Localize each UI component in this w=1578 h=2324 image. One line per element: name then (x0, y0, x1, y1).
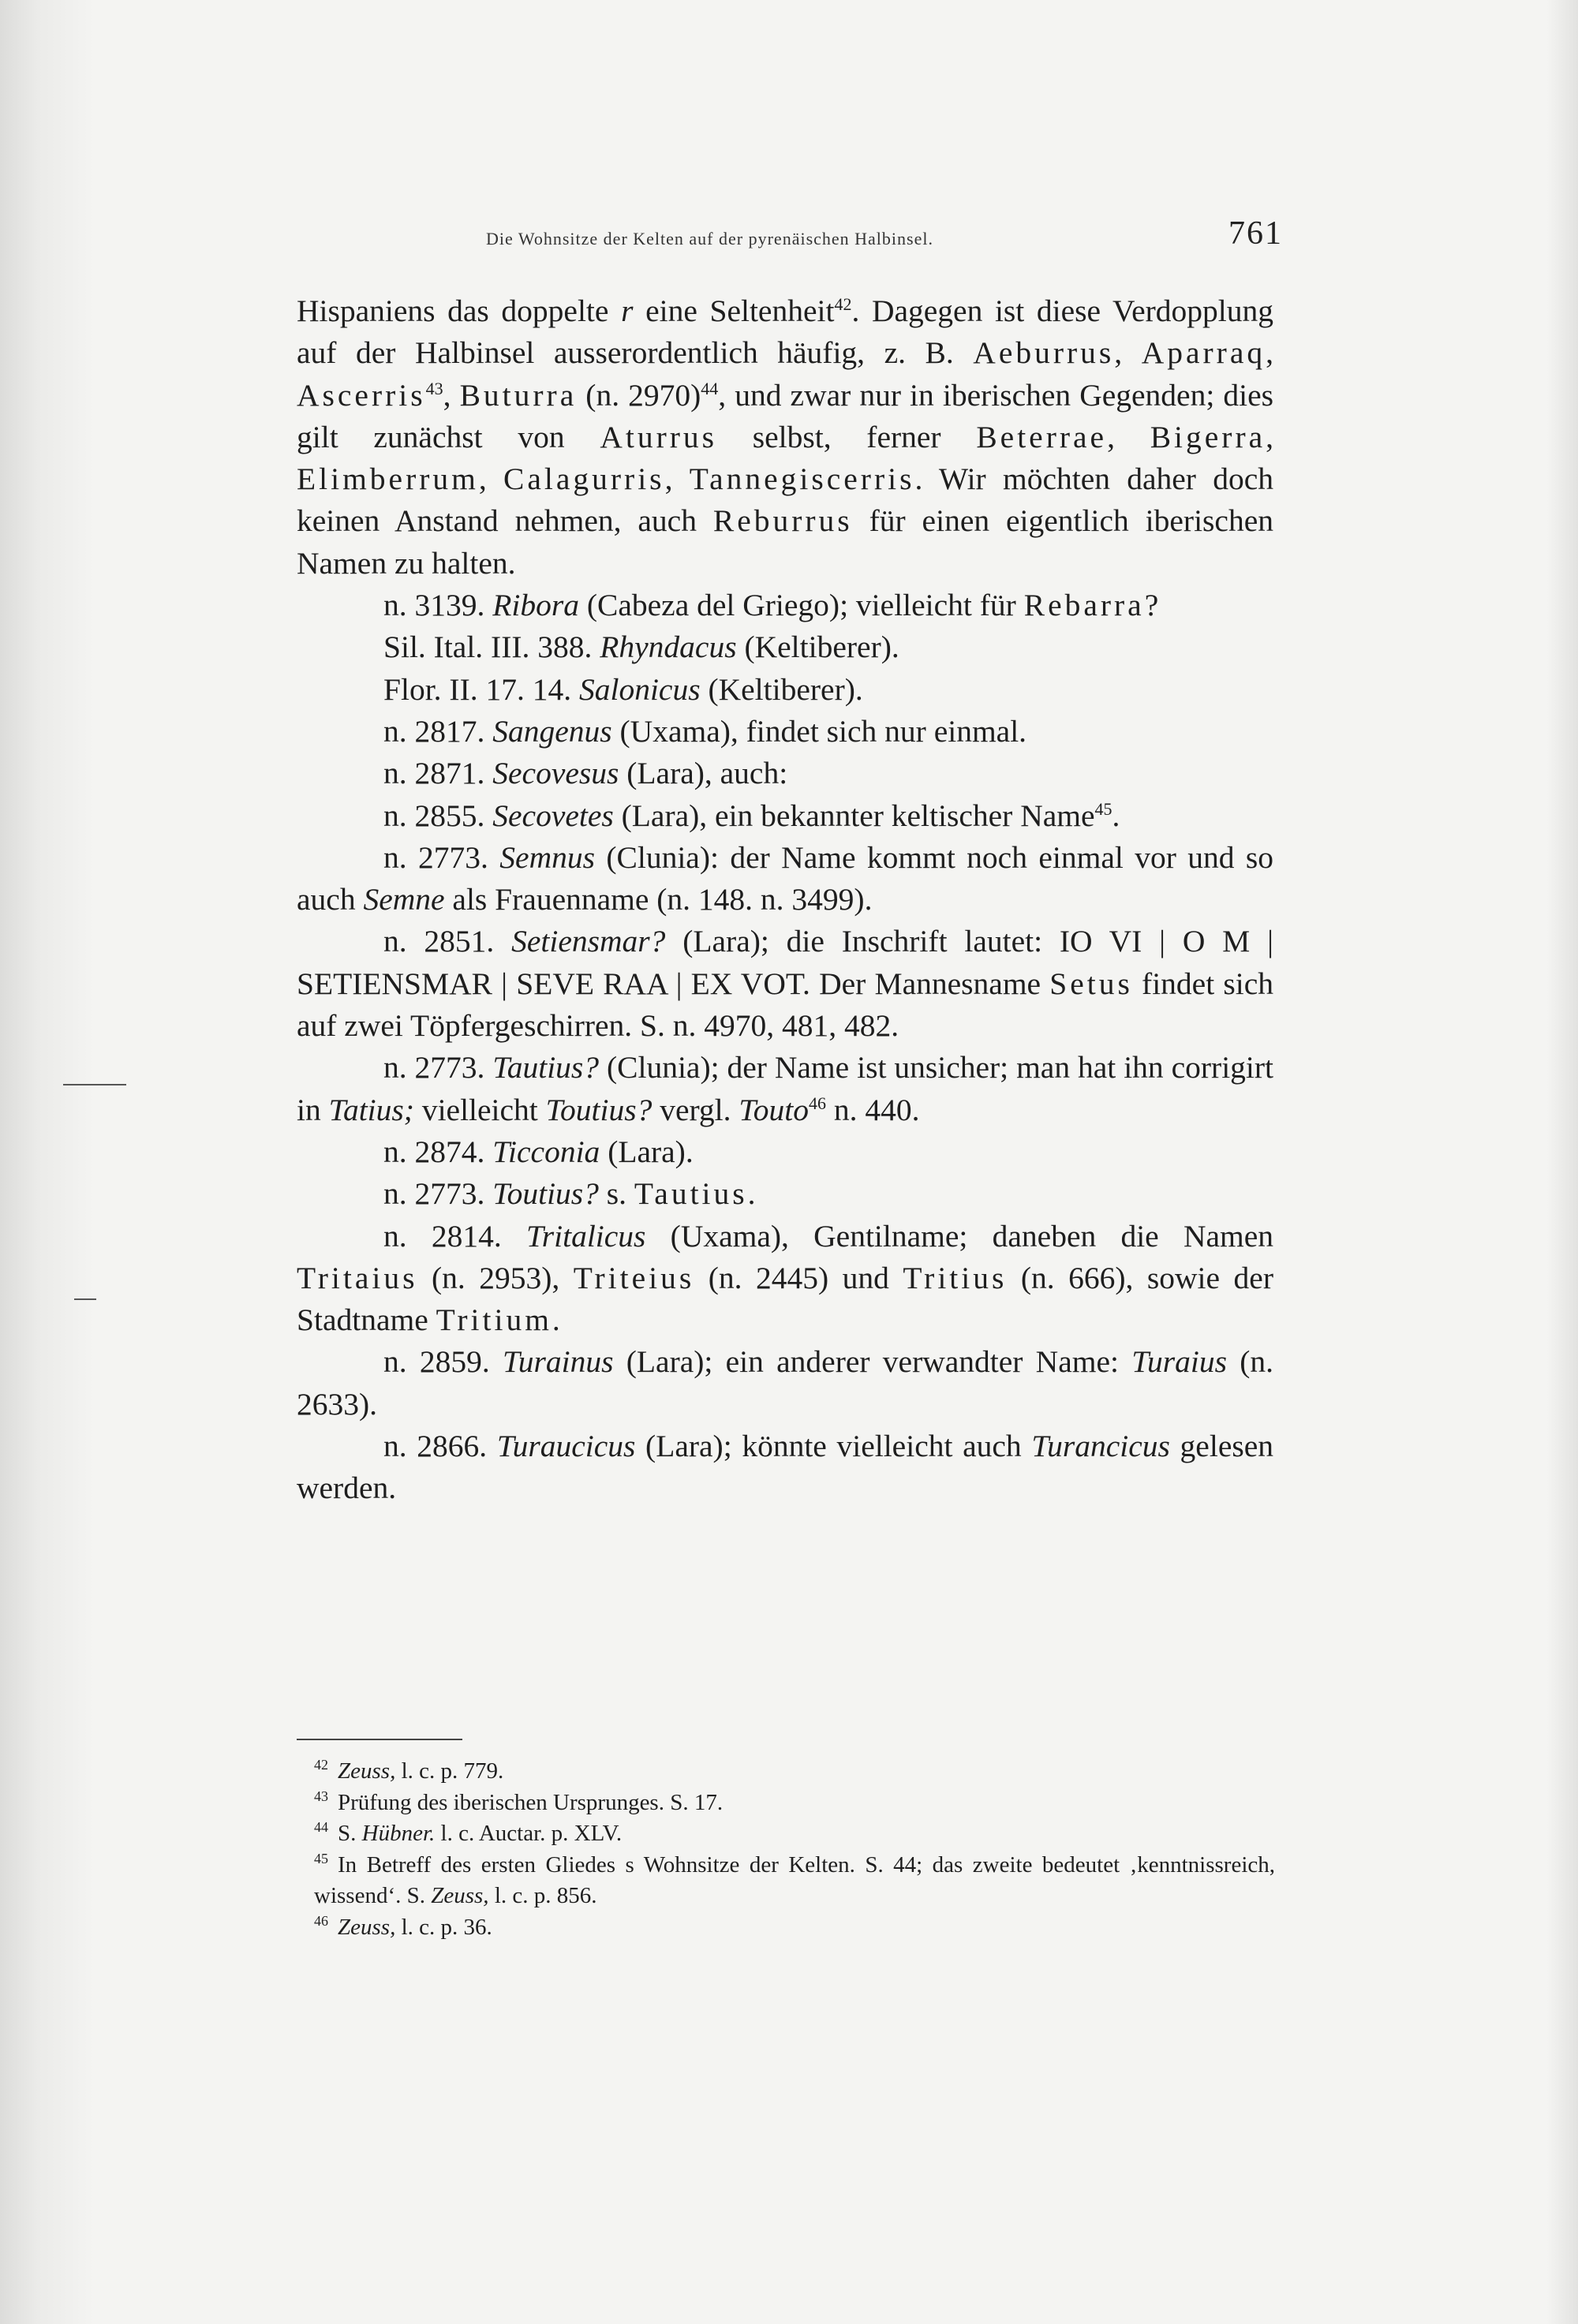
spaced-name: Ascerris (297, 377, 426, 413)
spaced-name: Elimberrum (297, 461, 479, 497)
text: n. 440. (825, 1092, 920, 1127)
entry (297, 669, 1273, 711)
entry (297, 1341, 1273, 1425)
entry-name: Semnus (499, 839, 595, 875)
text: , und zwar nur in iberischen Gegenden; dies gilt zunächst von (297, 377, 1274, 454)
footnote-ref: 42 (834, 293, 852, 314)
text: , (1266, 419, 1274, 454)
entry-name: Turainus (503, 1344, 614, 1380)
page-number: 761 (1228, 215, 1283, 252)
entry (297, 753, 1273, 794)
spaced-name: Buturra (459, 377, 578, 413)
text: (Lara); könnte vielleicht auch (635, 1429, 1032, 1464)
text: findet sich auf zwei Töpfergeschirren. S. n. 4970, 481, 482. (297, 966, 1273, 1044)
spaced-name: Beterrae (976, 419, 1108, 454)
entry (297, 585, 1273, 626)
footnote-number: 43 (314, 1788, 328, 1804)
text: vergl. (652, 1092, 739, 1127)
margin-mark (63, 1084, 126, 1085)
entry (297, 1047, 1273, 1131)
text: , (1114, 335, 1142, 371)
entry-ref: n. 2866. (383, 1429, 488, 1464)
text: (Cabeza del Griego); vielleicht für (578, 588, 1024, 623)
entry-ref: n. 2855. (383, 798, 485, 833)
italic-text: Hübner. (361, 1821, 436, 1846)
entry-name: Toutius? (492, 1176, 599, 1212)
body-text (297, 290, 1273, 1510)
entry (297, 1131, 1273, 1173)
text: (Lara), auch: (619, 756, 788, 791)
entry (297, 795, 1273, 837)
entry-ref: n. 2851. (383, 924, 495, 959)
entry-name: Rhyndacus (600, 630, 737, 665)
spaced-name: Aturrus (600, 419, 717, 454)
entry-name: Ticconia (492, 1134, 600, 1169)
entry (297, 837, 1273, 921)
spaced-name: Calagurris (503, 461, 665, 497)
text: Prüfung des iberischen Ursprunges. S. 17. (338, 1789, 724, 1815)
footnote-rule (297, 1739, 462, 1740)
footnote-number: 45 (314, 1850, 328, 1866)
text: (Keltiberer). (736, 630, 899, 665)
entry-ref: n. 2871. (383, 756, 485, 791)
text: In Betreff des ersten Gliedes s Wohnsitze der Kelten. S. 44; das zweite bedeutet ‚kenntnissreich, wissend‘. S. (314, 1851, 1275, 1908)
text: l. c. Auctar. p. XLV. (435, 1821, 623, 1846)
entry-name: Tatius; (328, 1092, 414, 1127)
spaced-name: Tritius (903, 1260, 1008, 1295)
entry-ref: Flor. II. 17. 14. (383, 671, 572, 707)
page-shadow-left (0, 0, 95, 2324)
footnote-number: 46 (314, 1912, 328, 1929)
spaced-name: Aeburrus (973, 335, 1115, 371)
entry-ref: n. 3139. (383, 588, 485, 623)
spaced-name: Setus (1049, 966, 1133, 1001)
page-shadow-right (1546, 0, 1578, 2324)
footnotes (314, 1756, 1275, 1943)
footnote (314, 1850, 1275, 1912)
entry-ref: Sil. Ital. III. 388. (383, 630, 593, 665)
text: . (747, 1176, 756, 1212)
text: . Wir möchten daher doch keinen Anstand nehmen, auch (297, 461, 1273, 539)
text: (n. 666), sowie der Stadtname (297, 1260, 1273, 1338)
entry-ref: n. 2773. (383, 1176, 485, 1212)
footnote-number: 42 (314, 1757, 328, 1773)
text: Hispaniens das doppelte (297, 293, 622, 328)
spaced-name: Tannegiscerris (689, 461, 915, 497)
footnote-ref: 44 (701, 378, 719, 398)
entry-name: Ribora (492, 588, 579, 623)
text: (Uxama), findet sich nur einmal. (611, 713, 1027, 749)
entry (297, 1425, 1273, 1510)
italic-text: Zeuss, (338, 1758, 396, 1784)
text: (Lara). (600, 1134, 694, 1169)
text: selbst, ferner (717, 419, 977, 454)
text: (Uxama), Gentilname; daneben die Namen (645, 1218, 1274, 1254)
text: , (443, 377, 460, 413)
text: , (1266, 335, 1273, 371)
entry-name: Salonicus (578, 671, 701, 707)
italic-text: Zeuss, (338, 1914, 396, 1940)
text: (Clunia); der Name ist unsicher; man hat ihn corrigirt in (297, 1050, 1274, 1127)
footnote (314, 1818, 1275, 1850)
footnote-ref: 46 (808, 1093, 826, 1113)
entry-name: Setiensmar? (511, 924, 666, 959)
text: (n. 2970) (577, 377, 701, 413)
text: vielleicht (413, 1092, 546, 1127)
spaced-name: Tritium (436, 1302, 552, 1338)
text: l. c. p. 856. (488, 1883, 597, 1908)
text: s. (598, 1176, 634, 1212)
entry-name: Sangenus (492, 713, 612, 749)
entry-name: Turancicus (1031, 1429, 1170, 1464)
text: (n. 2953), (417, 1260, 574, 1295)
entry-ref: n. 2773. (383, 1050, 485, 1085)
footnote (314, 1756, 1275, 1788)
text: eine Seltenheit (633, 293, 835, 328)
entry-name: Secovetes (492, 798, 614, 833)
entry (297, 1216, 1273, 1342)
text: ? (1144, 588, 1159, 623)
entry-ref: n. 2817. (383, 713, 485, 749)
footnote-ref: 43 (425, 378, 443, 398)
margin-mark (74, 1298, 96, 1300)
text: für einen eigentlich iberischen Namen zu halten. (297, 503, 1273, 581)
entry-name: Secovesus (492, 756, 619, 791)
page-header (297, 215, 1283, 262)
entry-ref: n. 2773. (383, 839, 488, 875)
entry (297, 711, 1273, 753)
entry-name: Tritalicus (525, 1218, 646, 1254)
text: l. c. p. 36. (395, 1914, 492, 1940)
spaced-name: Bigerra (1150, 419, 1266, 454)
footnote-number: 44 (314, 1819, 328, 1836)
text: (Lara); die Inschrift lautet: IO VI | O M | SETIENSMAR | SEVE RAA | EX VOT. Der Mannesname (297, 924, 1273, 1001)
italic-text: Zeuss, (431, 1883, 489, 1908)
running-title: Die Wohnsitze der Kelten auf der pyrenäischen Halbinsel. (486, 229, 933, 248)
text: (Lara); ein anderer verwandter Name: (613, 1344, 1132, 1380)
text: (Clunia): der Name kommt noch einmal vor und so auch (297, 839, 1274, 917)
entry-name: Tautius? (492, 1050, 600, 1085)
text: . (552, 1302, 560, 1338)
spaced-name: Reburrus (712, 503, 853, 539)
spaced-name: Triteius (573, 1260, 695, 1295)
entry-ref: n. 2874. (383, 1134, 485, 1169)
text: , (478, 461, 504, 497)
entry-ref: n. 2814. (383, 1218, 502, 1254)
entry-name: Turaucicus (496, 1429, 636, 1464)
text: . (1112, 798, 1120, 833)
paragraph (297, 290, 1273, 585)
spaced-name: Tritaius (297, 1260, 418, 1295)
text: . Dagegen ist diese Verdopplung auf der Halbinsel ausserordentlich häufig, z. B. (297, 293, 1274, 371)
entry-ref: n. 2859. (383, 1344, 490, 1380)
spaced-name: Tautius (634, 1176, 748, 1212)
entry-name: Turaius (1131, 1344, 1227, 1380)
entry (297, 1173, 1273, 1215)
italic-text: r (621, 293, 634, 328)
footnote (314, 1912, 1275, 1944)
entry (297, 626, 1273, 668)
text: (Keltiberer). (700, 671, 863, 707)
footnote (314, 1788, 1275, 1819)
spaced-name: Rebarra (1023, 588, 1145, 623)
footnote-ref: 45 (1094, 798, 1112, 819)
entry-name: Semne (363, 882, 445, 917)
text: gelesen werden. (297, 1429, 1274, 1506)
text: , (664, 461, 690, 497)
text: als Frauenname (n. 148. n. 3499). (444, 882, 873, 917)
text: , (1107, 419, 1150, 454)
text: l. c. p. 779. (395, 1758, 504, 1784)
text: (Lara), ein bekannter keltischer Name (613, 798, 1095, 833)
text: (n. 2445) und (694, 1260, 903, 1295)
entry (297, 921, 1273, 1047)
entry-name: Toutius? (545, 1092, 653, 1127)
text: (n. 2633). (297, 1344, 1274, 1422)
spaced-name: Aparraq (1141, 335, 1266, 371)
text: S. (338, 1821, 362, 1846)
entry-name: Touto (739, 1092, 809, 1127)
